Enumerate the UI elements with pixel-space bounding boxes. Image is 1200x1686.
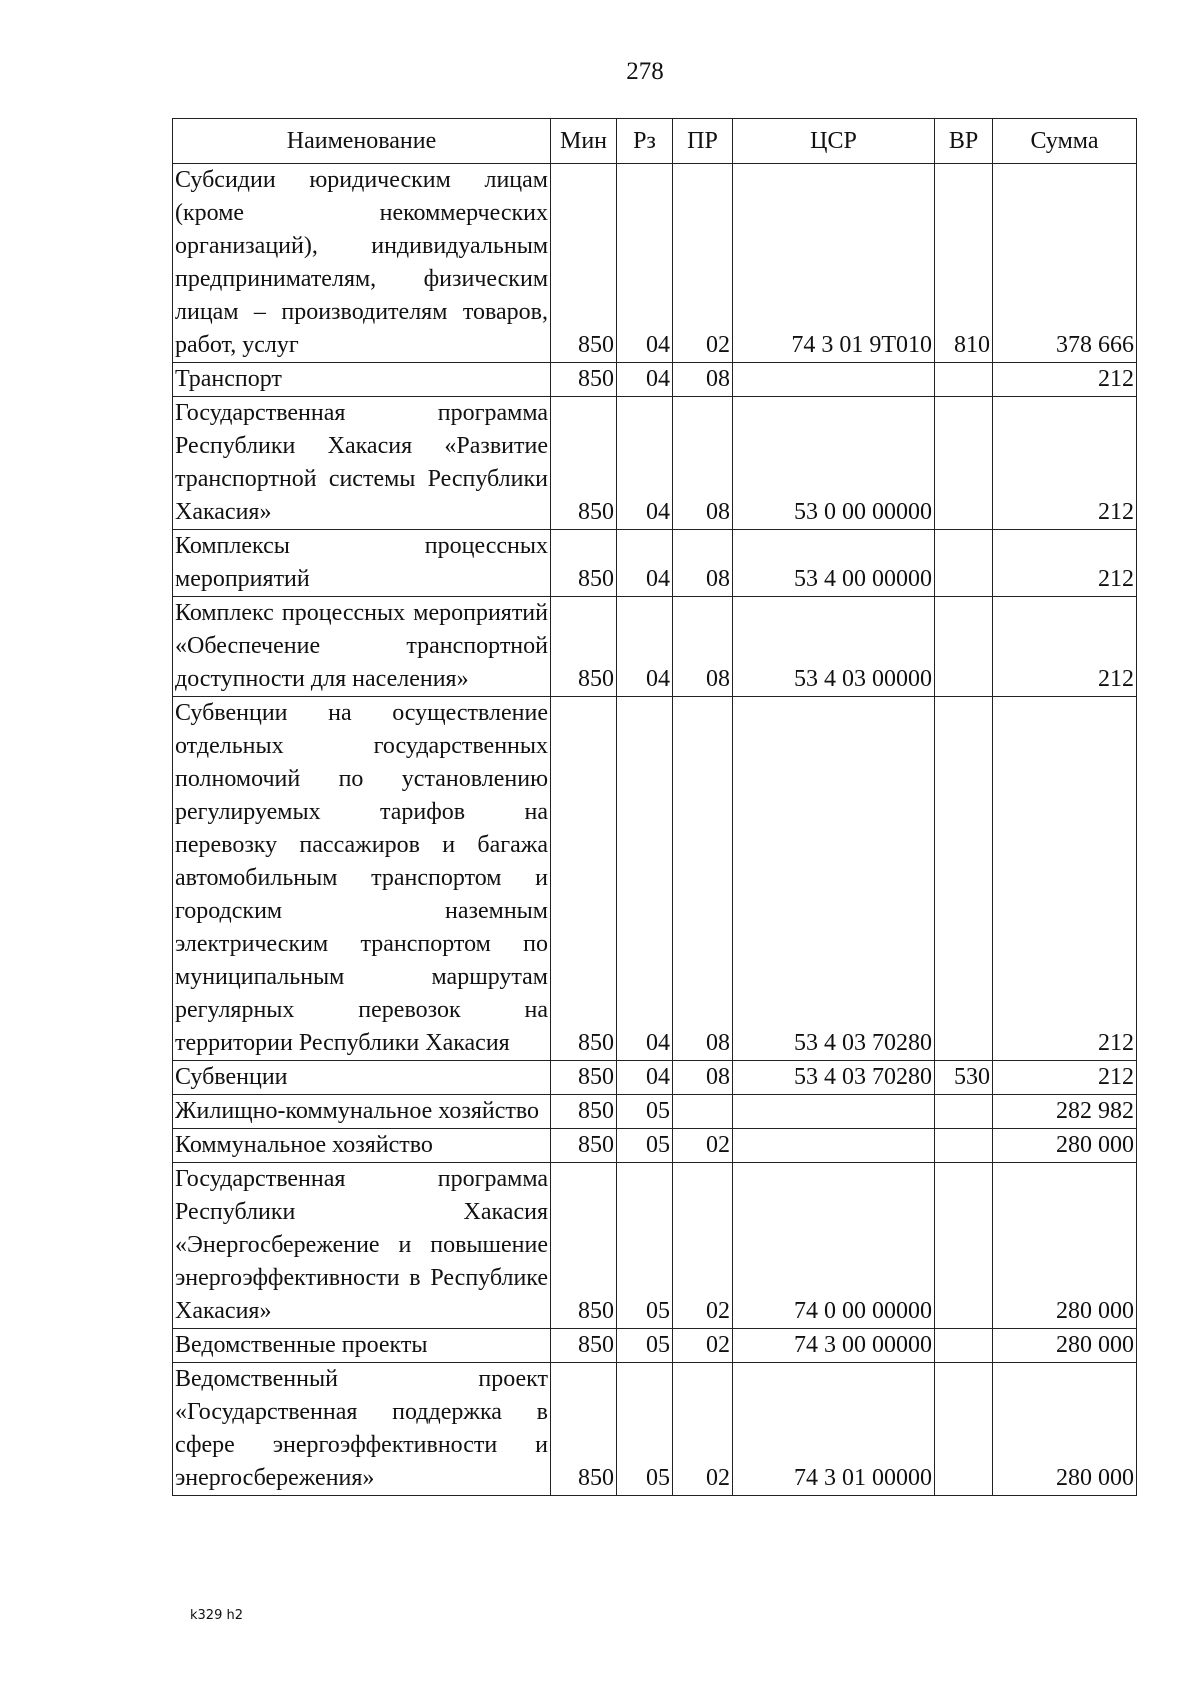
table-row [173, 363, 1137, 397]
cell-vr [935, 1363, 993, 1496]
cell-csr: 74 3 01 00000 [733, 1363, 935, 1496]
cell-name: Государственная программа Республики Хакасия «Энергосбережение и повышение энергоэффективности в Республике Хакасия» [173, 1163, 551, 1329]
cell-name: Комплексы процессных мероприятий [173, 530, 551, 597]
cell-name: Транспорт [173, 363, 551, 397]
cell-name: Ведомственные проекты [173, 1329, 551, 1363]
header-vr: ВР [935, 119, 993, 164]
table-header [173, 119, 1137, 164]
cell-min: 850 [551, 1095, 617, 1129]
table-body [173, 164, 1137, 1496]
cell-rz: 04 [617, 697, 673, 1061]
cell-csr: 74 0 00 00000 [733, 1163, 935, 1329]
cell-vr [935, 1095, 993, 1129]
cell-vr [935, 1129, 993, 1163]
cell-csr: 74 3 01 9Т010 [733, 164, 935, 363]
table-row [173, 1363, 1137, 1496]
table-row [173, 1061, 1137, 1095]
cell-rz: 05 [617, 1363, 673, 1496]
cell-min: 850 [551, 1329, 617, 1363]
cell-vr: 530 [935, 1061, 993, 1095]
cell-vr [935, 1329, 993, 1363]
cell-vr [935, 397, 993, 530]
cell-vr: 810 [935, 164, 993, 363]
footer-code: k329 h2 [190, 1608, 243, 1623]
cell-vr [935, 530, 993, 597]
cell-csr: 53 4 03 70280 [733, 1061, 935, 1095]
cell-pr: 08 [673, 363, 733, 397]
cell-pr: 02 [673, 164, 733, 363]
cell-rz: 04 [617, 597, 673, 697]
page-number: 278 [626, 58, 664, 85]
cell-min: 850 [551, 363, 617, 397]
cell-pr: 08 [673, 1061, 733, 1095]
cell-csr: 53 4 00 00000 [733, 530, 935, 597]
cell-rz: 04 [617, 164, 673, 363]
cell-sum: 280 000 [993, 1129, 1137, 1163]
table-row [173, 597, 1137, 697]
cell-sum: 280 000 [993, 1163, 1137, 1329]
cell-min: 850 [551, 1163, 617, 1329]
cell-min: 850 [551, 164, 617, 363]
cell-min: 850 [551, 1061, 617, 1095]
cell-csr: 74 3 00 00000 [733, 1329, 935, 1363]
cell-vr [935, 697, 993, 1061]
cell-min: 850 [551, 530, 617, 597]
header-row [173, 119, 1137, 164]
cell-name: Субвенции [173, 1061, 551, 1095]
cell-rz: 04 [617, 363, 673, 397]
cell-min: 850 [551, 1129, 617, 1163]
header-rz: Рз [617, 119, 673, 164]
cell-csr: 53 4 03 70280 [733, 697, 935, 1061]
cell-name: Комплекс процессных мероприятий «Обеспечение транспортной доступности для населения» [173, 597, 551, 697]
header-pr: ПР [673, 119, 733, 164]
cell-name: Жилищно-коммунальное хозяйство [173, 1095, 551, 1129]
cell-sum: 212 [993, 1061, 1137, 1095]
cell-pr: 02 [673, 1163, 733, 1329]
cell-pr: 02 [673, 1363, 733, 1496]
cell-vr [935, 1163, 993, 1329]
cell-rz: 05 [617, 1163, 673, 1329]
cell-sum: 212 [993, 397, 1137, 530]
cell-pr: 08 [673, 397, 733, 530]
cell-csr [733, 1095, 935, 1129]
table-row [173, 397, 1137, 530]
cell-sum: 212 [993, 530, 1137, 597]
cell-name: Субсидии юридическим лицам (кроме некоммерческих организаций), индивидуальным предпринимателям, физическим лицам – производителям товаров, работ, услуг [173, 164, 551, 363]
table-row [173, 697, 1137, 1061]
cell-rz: 04 [617, 530, 673, 597]
cell-vr [935, 597, 993, 697]
header-sum: Сумма [993, 119, 1137, 164]
cell-min: 850 [551, 597, 617, 697]
cell-csr: 53 4 03 00000 [733, 597, 935, 697]
cell-csr [733, 363, 935, 397]
cell-pr: 02 [673, 1329, 733, 1363]
cell-rz: 05 [617, 1129, 673, 1163]
table-row [173, 1129, 1137, 1163]
cell-rz: 04 [617, 1061, 673, 1095]
cell-sum: 212 [993, 597, 1137, 697]
cell-sum: 212 [993, 697, 1137, 1061]
cell-sum: 378 666 [993, 164, 1137, 363]
cell-csr [733, 1129, 935, 1163]
cell-rz: 05 [617, 1095, 673, 1129]
cell-pr: 02 [673, 1129, 733, 1163]
cell-sum: 212 [993, 363, 1137, 397]
cell-sum: 280 000 [993, 1329, 1137, 1363]
cell-vr [935, 363, 993, 397]
table-row [173, 530, 1137, 597]
cell-name: Государственная программа Республики Хакасия «Развитие транспортной системы Республики Хакасия» [173, 397, 551, 530]
header-min: Мин [551, 119, 617, 164]
table-row [173, 1163, 1137, 1329]
header-csr: ЦСР [733, 119, 935, 164]
cell-min: 850 [551, 1363, 617, 1496]
cell-rz: 05 [617, 1329, 673, 1363]
cell-name: Субвенции на осуществление отдельных государственных полномочий по установлению регулируемых тарифов на перевозку пассажиров и багажа автомобильным транспортом и городским наземным электрическим транспортом по муниципальным маршрутам регулярных перевозок на территории Республики Хакасия [173, 697, 551, 1061]
cell-rz: 04 [617, 397, 673, 530]
table-row [173, 1095, 1137, 1129]
table-row [173, 164, 1137, 363]
table-row [173, 1329, 1137, 1363]
cell-min: 850 [551, 397, 617, 530]
cell-pr: 08 [673, 697, 733, 1061]
cell-pr: 08 [673, 530, 733, 597]
cell-name: Ведомственный проект «Государственная поддержка в сфере энергоэффективности и энергосбережения» [173, 1363, 551, 1496]
cell-min: 850 [551, 697, 617, 1061]
cell-pr: 08 [673, 597, 733, 697]
cell-sum: 282 982 [993, 1095, 1137, 1129]
cell-sum: 280 000 [993, 1363, 1137, 1496]
header-name: Наименование [173, 119, 551, 164]
cell-pr [673, 1095, 733, 1129]
cell-csr: 53 0 00 00000 [733, 397, 935, 530]
cell-name: Коммунальное хозяйство [173, 1129, 551, 1163]
budget-table [172, 118, 1137, 1496]
